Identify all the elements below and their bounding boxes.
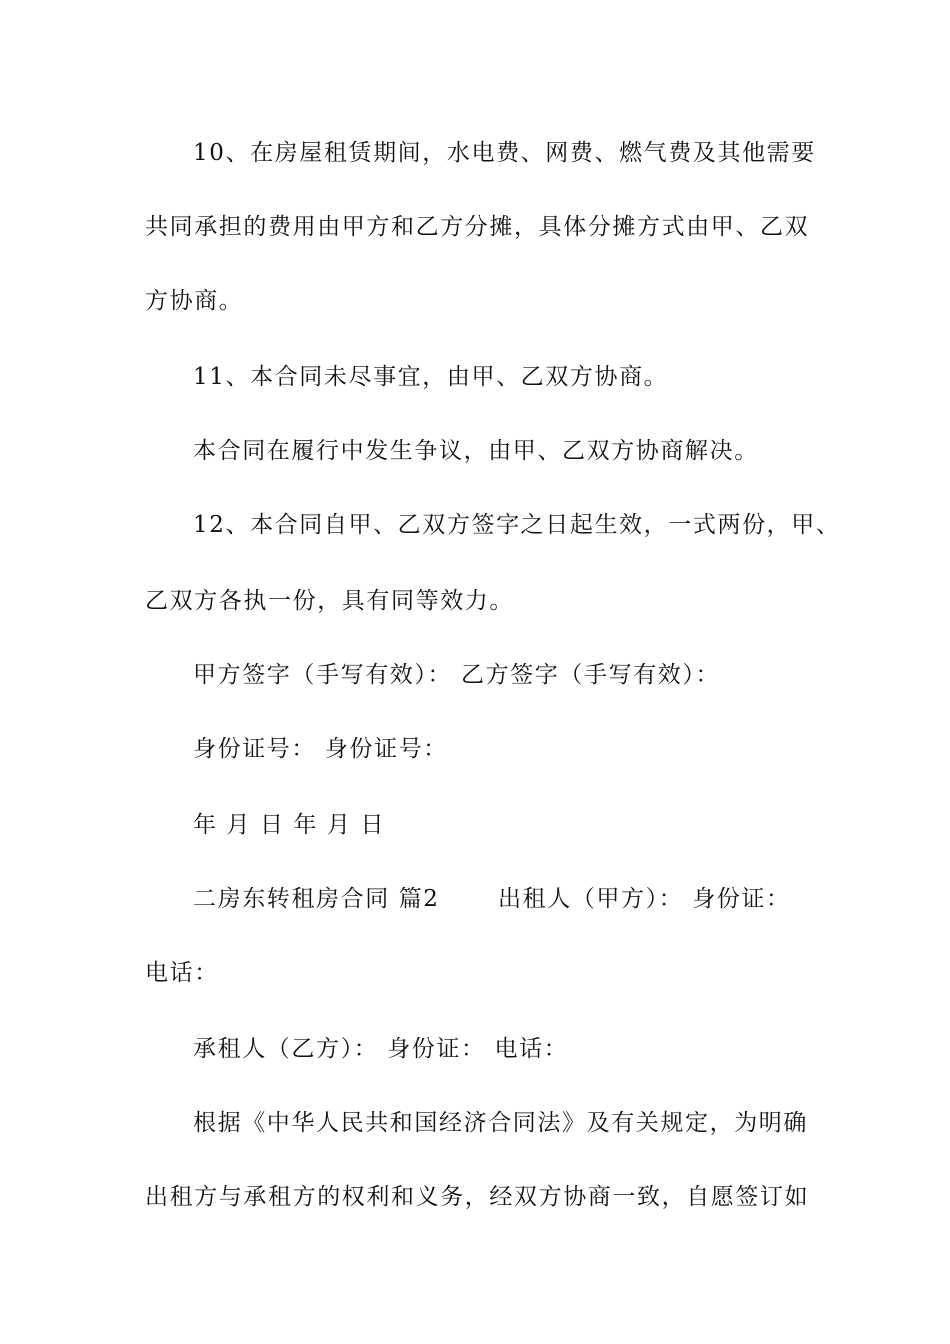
section-heading: 二房东转租房合同 篇2 xyxy=(193,886,440,912)
date-line: 年 月 日 年 月 日 xyxy=(193,812,386,838)
id-number-line: 身份证号： 身份证号： xyxy=(193,736,448,762)
paragraph-line: 方协商。 xyxy=(145,288,244,314)
phone-line: 电话： xyxy=(145,960,219,986)
paragraph-line: 11、本合同未尽事宜，由甲、乙双方协商。 xyxy=(193,364,669,390)
lessor-line: 出租人（甲方）： 身份证： xyxy=(498,886,791,912)
paragraph-line: 本合同在履行中发生争议，由甲、乙双方协商解决。 xyxy=(193,438,759,464)
lessee-line: 承租人（乙方）： 身份证： 电话： xyxy=(193,1036,569,1062)
paragraph-line: 乙双方各执一份，具有同等效力。 xyxy=(145,588,514,614)
paragraph-line: 出租方与承租方的权利和义务，经双方协商一致，自愿签订如 xyxy=(145,1184,810,1210)
signature-line: 甲方签字（手写有效）： 乙方签字（手写有效）： xyxy=(193,662,721,688)
paragraph-line: 12、本合同自甲、乙双方签字之日起生效，一式两份，甲、 xyxy=(193,512,841,538)
paragraph-line: 10、在房屋租赁期间，水电费、网费、燃气费及其他需要 xyxy=(193,140,816,166)
paragraph-line: 共同承担的费用由甲方和乙方分摊，具体分摊方式由甲、乙双 xyxy=(145,214,810,240)
paragraph-line: 根据《中华人民共和国经济合同法》及有关规定，为明确 xyxy=(193,1110,808,1136)
